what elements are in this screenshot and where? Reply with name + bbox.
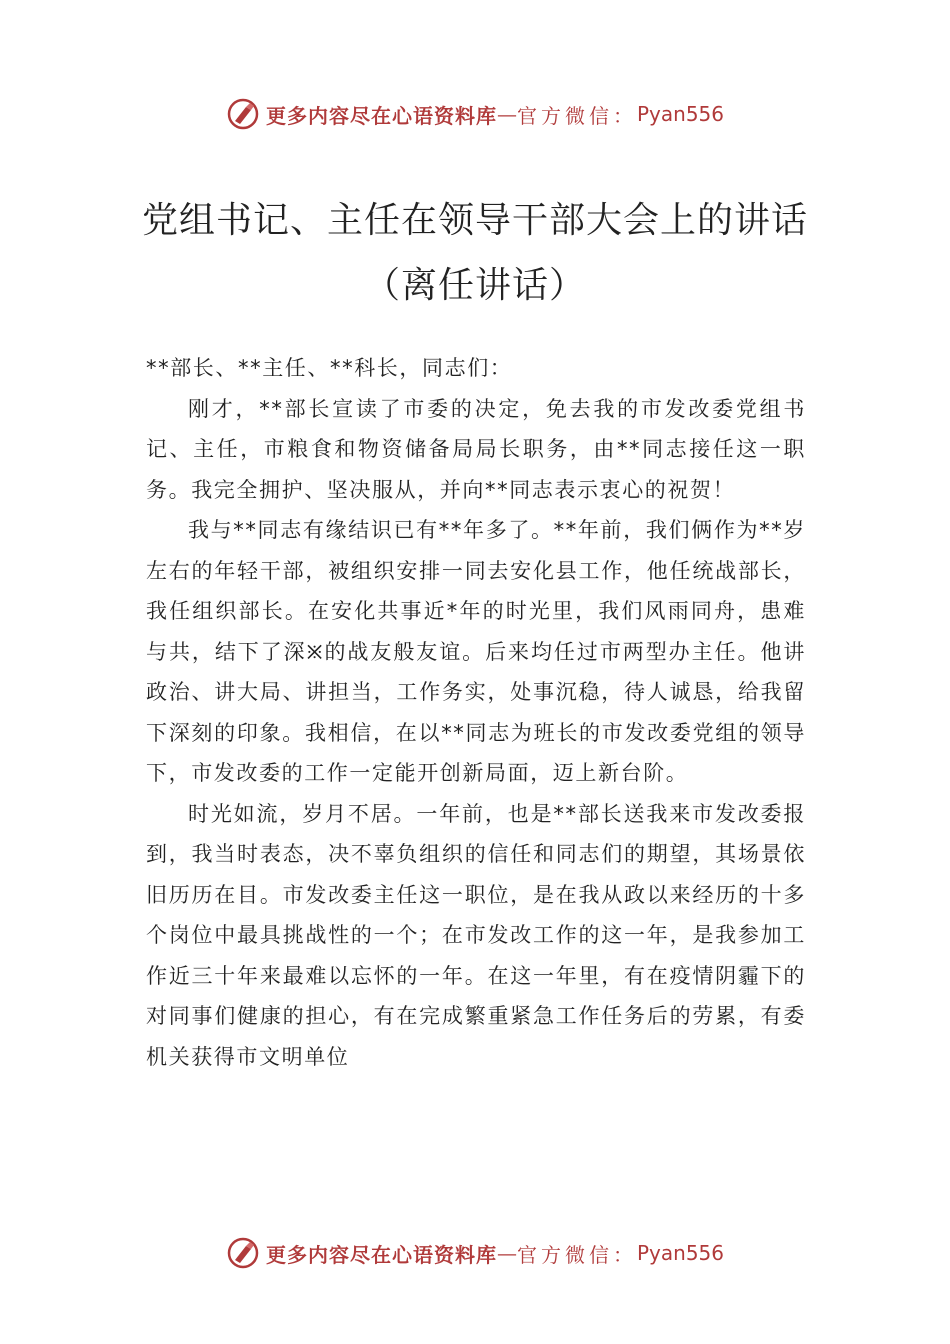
document-subtitle: （离任讲话） [363,265,586,306]
salutation: **部长、**主任、**科长，同志们： [146,356,513,380]
watermark-brand: 更多内容尽在心语资料库 [265,103,497,128]
watermark-banner-top [0,94,950,134]
watermark-dash: — [496,1241,517,1265]
paragraph: 我与**同志有缘结识已有**年多了。**年前，我们俩作为**岁左右的年轻干部，被组织安排一同去安化县工作，他任统战部长，我任组织部长。在安化共事近*年的时光里，我们风雨同舟，患难与共，结下了深྿的战友般友谊。后来均任过市两型办主任。他讲政治、讲大局、讲担当，工作务实，处事沉稳，待人诚恳，给我留下深刻的印象。我相信，在以**同志为班长的市发改委党组的领导下，市发改委的工作一定能开创新局面，迈上新台阶。 [146,518,806,785]
watermark-official-label: 官方微信： [516,103,637,128]
watermark-official-label: 官方微信： [516,1242,637,1267]
watermark-wechat-id: Pyan556 [636,1241,724,1265]
document-title: 党组书记、主任在领导干部大会上的讲话 [141,200,808,241]
watermark-banner-bottom [0,1233,950,1273]
watermark-wechat-id: Pyan556 [636,102,724,126]
paragraph: 时光如流，岁月不居。一年前，也是**部长送我来市发改委报到，我当时表态，决不辜负组织的信任和同志们的期望，其场景依旧历历在目。市发改委主任这一职位，是在我从政以来经历的十多个岗位中最具挑战性的一个；在市发改工作的这一年，是我参加工作近三十年来最难以忘怀的一年。在这一年里，有在疫情阴霾下的对同事们健康的担心，有在完成繁重紧急工作任务后的劳累，有委机关获得市文明单位 [146,801,806,1069]
brand-logo-icon [226,97,260,131]
watermark-dash: — [496,102,517,126]
document-body [146,348,806,1077]
watermark-brand: 更多内容尽在心语资料库 [265,1242,497,1267]
paragraph: 刚才，**部长宣读了市委的决定，免去我的市发改委党组书记、主任，市粮食和物资储备局局长职务，由**同志接任这一职务。我完全拥护、坚决服从，并向**同志表示衷心的祝贺！ [146,396,806,502]
brand-logo-icon [226,1236,260,1270]
